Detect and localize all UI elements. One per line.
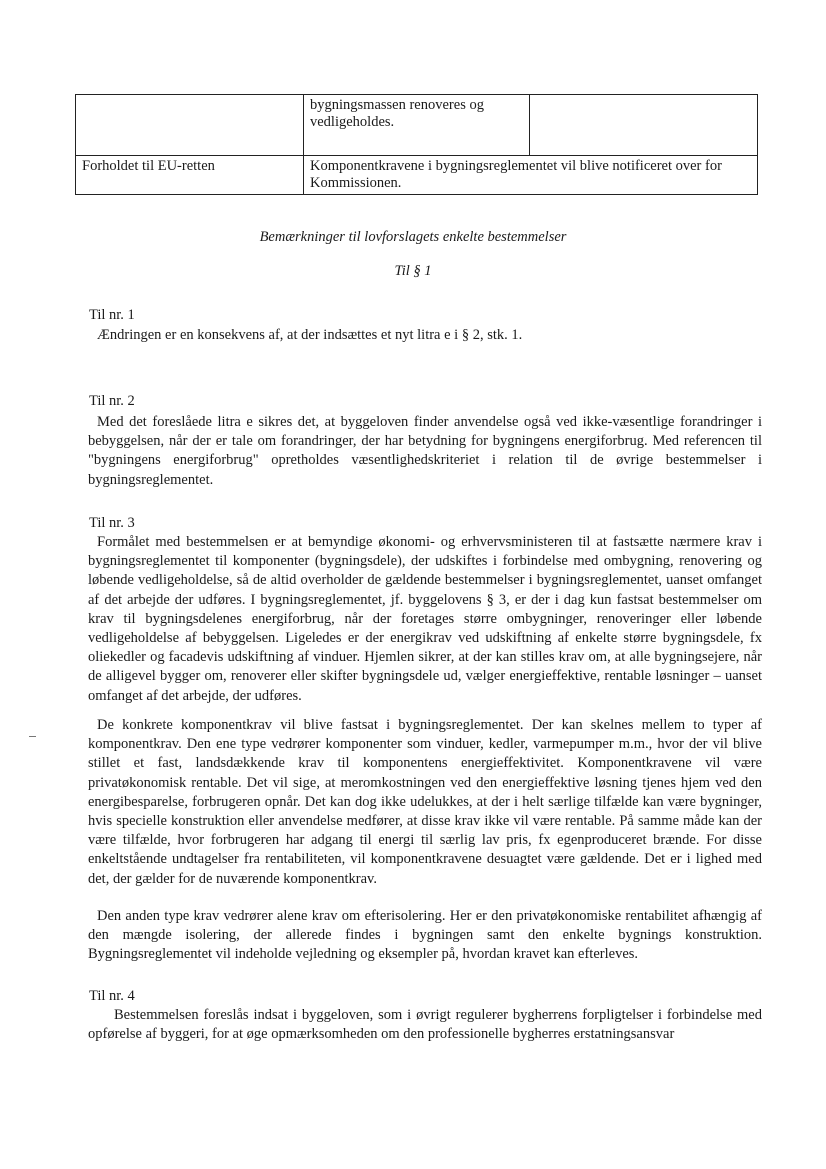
item-heading-2: Til nr. 2	[89, 393, 135, 409]
table-cell: Komponentkravene i bygningsreglementet vil blive notificeret over for Kommissionen.	[304, 156, 758, 195]
table-cell	[76, 95, 304, 156]
table-cell: bygningsmassen renoveres og vedligeholdes.	[304, 95, 530, 156]
item-heading-1: Til nr. 1	[89, 307, 135, 323]
section-title: Bemærkninger til lovforslagets enkelte bestemmelser	[259, 229, 567, 245]
item-4-paragraph: Bestemmelsen foreslås indsat i byggeloven, som i øvrigt regulerer bygherrens forpligtelser i forbindelse med opførelse af byggeri, for at øge opmærksomheden om den professionelle bygherres erstatningsansvar	[88, 1007, 762, 1043]
item-heading-3: Til nr. 3	[89, 515, 135, 531]
item-2-paragraph: Med det foreslåede litra e sikres det, at byggeloven finder anvendelse også ved ikke-væsentlige forandringer i bebyggelsen, når der er tale om forandringer, der har betydning for bygningens energiforbrug. Med referencen til "bygningens energiforbrug" opretholdes væsentlighedskriteriet i relation til de øvrige bestemmelser i bygningsreglementet.	[88, 414, 762, 488]
item-3-paragraph-2: De konkrete komponentkrav vil blive fastsat i bygningsreglementet. Der kan skelnes mellem to typer af komponentkrav. Den ene type vedrører komponenter som vinduer, kedler, varmepumper m.m., hvor der vil blive stillet et fast, landsdækkende krav til komponentens energieffektivitet. Komponentkravene vil være privatøkonomisk rentable. Det vil sige, at meromkostningen ved den energieffektive løsning tjenes hjem ved den energibesparelse, forbrugeren opnår. Det kan dog ikke udelukkes, at der i helt særlige tilfælde kan være bygninger, hvis specielle konstruktion eller anvendelse medfører, at disse krav ikke vil være rentable. På samme måde kan der være tilfælde, hvor forbrugeren har adgang til energi til særlig lav pris, fx egenproduceret brænde. For disse enkeltstående undtagelser fra rentabiliteten, vil komponentkravene desuagtet være gældende. Det er i lighed med det, der gælder for de nuværende komponentkrav.	[88, 717, 762, 887]
margin-mark	[29, 736, 36, 737]
table-row	[76, 156, 758, 195]
item-3-paragraph-3: Den anden type krav vedrører alene krav om efterisolering. Her er den privatøkonomiske rentabilitet afhængig af den mængde isolering, der allerede findes i bygningen samt den enkelte bygnings konstruktion. Bygningsreglementet vil indeholde vejledning og eksempler på, hvordan kravet kan efterleves.	[88, 908, 762, 963]
table-cell	[530, 95, 758, 156]
table-cell: Forholdet til EU-retten	[76, 156, 304, 195]
item-3-paragraph-1: Formålet med bestemmelsen er at bemyndige økonomi- og erhvervsministeren til at fastsætte nærmere krav i bygningsreglementet til komponenter (bygningsdele), der udskiftes i forbindelse med ombygning, renovering og løbende vedligeholdelse, så de altid overholder de gældende bestemmelser i bygningsreglementet, uanset omfanget af det arbejde der udføres. I bygningsreglementet, jf. byggelovens § 3, er der i dag kun fastsat bestemmelser om krav til bygningsdelenes energiforbrug, når der foretages større ombygninger, renoveringer eller løbende vedligeholdelse af bebyggelsen. Ligeledes er der energikrav ved udskiftning af enkelte større bygningsdele, fx oliekedler og facadevis udskiftning af vinduer. Hjemlen sikrer, at der kan stilles krav om, at alle bygningsejere, når de alligevel bygger om, renoverer eller skifter bygningsdele ud, vælger energieffektive, rentable løsninger – uanset omfanget af det arbejde, der udføres.	[88, 534, 762, 704]
table-row	[76, 95, 758, 156]
item-heading-4: Til nr. 4	[89, 988, 135, 1004]
item-1-paragraph: Ændringen er en konsekvens af, at der indsættes et nyt litra e i § 2, stk. 1.	[97, 327, 523, 343]
paragraph-title: Til § 1	[394, 263, 432, 279]
summary-table	[75, 94, 758, 195]
